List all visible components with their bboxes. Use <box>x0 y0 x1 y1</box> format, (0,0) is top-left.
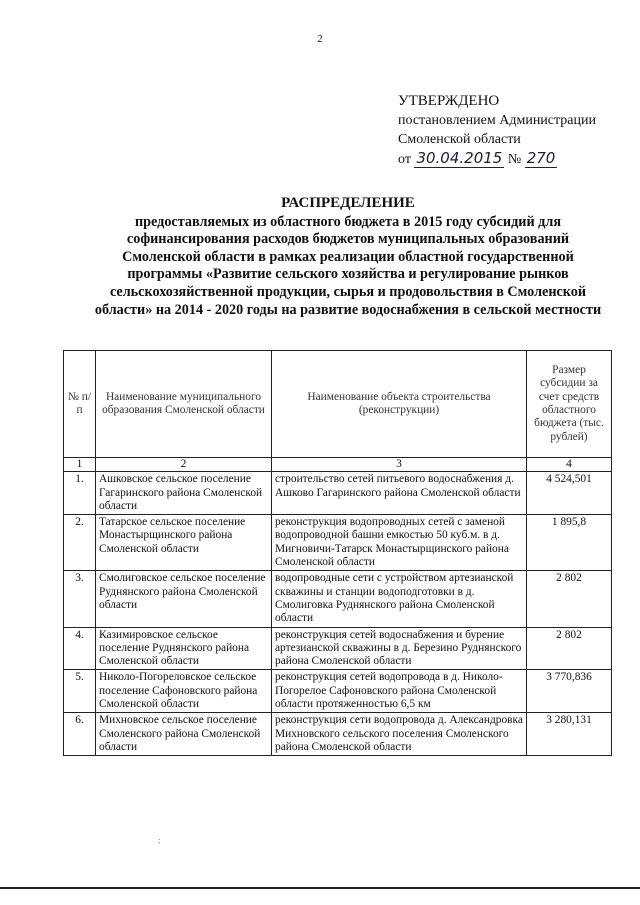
row-municipality: Татарское сельское поселение Монастырщинского района Смоленской области <box>96 515 272 571</box>
handwritten-number: 270 <box>526 149 556 167</box>
page-number: 2 <box>317 33 323 45</box>
number-prefix: № <box>507 152 522 167</box>
column-number: 4 <box>527 458 612 472</box>
row-municipality: Ашковское сельское поселение Гагаринского района Смоленской области <box>96 472 272 515</box>
approval-line-1: постановлением Администрации <box>398 113 596 128</box>
row-amount: 3 280,131 <box>527 713 612 756</box>
table-row <box>64 472 612 515</box>
row-object: реконструкция сетей водоснабжения и бурение артезианской скважины в д. Березино Руднянского района Смоленской области <box>272 627 527 670</box>
row-municipality: Николо-Погореловское сельское поселение Сафоновского района Смоленской области <box>96 670 272 713</box>
handwritten-date: 30.04.2015 <box>416 149 503 167</box>
table-row <box>64 571 612 627</box>
approval-title: УТВЕРЖДЕНО <box>398 93 500 109</box>
approval-block <box>398 92 634 169</box>
table-header-row <box>64 351 612 458</box>
row-amount: 2 802 <box>527 571 612 627</box>
row-amount: 4 524,501 <box>527 472 612 515</box>
row-municipality: Смолиговское сельское поселение Руднянского района Смоленской области <box>96 571 272 627</box>
header-num: № п/п <box>64 351 96 458</box>
title-line-6: области» на 2014 - 2020 годы на развитие водоснабжения в сельской местности <box>94 301 602 318</box>
title-line-5: сельскохозяйственной продукции, сырья и продовольствия в Смоленской <box>109 283 587 300</box>
scan-mark: ; <box>158 836 161 845</box>
row-amount: 1 895,8 <box>527 515 612 571</box>
row-object: водопроводные сети с устройством артезианской скважины и станции водоподготовки в д. Смолиговка Руднянского района Смоленской области <box>272 571 527 627</box>
row-object: реконструкция водопроводных сетей с заменой водопроводной башни емкостью 50 куб.м. в д. Мигновичи-Татарск Монастырщинского района Смоленской области <box>272 515 527 571</box>
row-num: 6. <box>64 713 96 756</box>
approval-date-line <box>398 149 634 169</box>
distribution-table <box>63 350 612 756</box>
row-num: 2. <box>64 515 96 571</box>
row-num: 1. <box>64 472 96 515</box>
row-num: 4. <box>64 627 96 670</box>
header-object: Наименование объекта строительства (реконструкции) <box>272 351 527 458</box>
document-title <box>60 195 636 319</box>
column-number: 2 <box>96 458 272 472</box>
row-amount: 3 770,836 <box>527 670 612 713</box>
page-bottom-rule <box>0 887 640 889</box>
row-num: 3. <box>64 571 96 627</box>
column-numbers-row <box>64 458 612 472</box>
row-municipality: Казимировское сельское поселение Руднянского района Смоленской области <box>96 627 272 670</box>
row-object: реконструкция сетей водопровода в д. Николо-Погорелое Сафоновского района Смоленской области протяженностью 6,5 км <box>272 670 527 713</box>
title-line-4: программы «Развитие сельского хозяйства и регулирование рынков <box>127 266 569 283</box>
table-row <box>64 515 612 571</box>
row-municipality: Михновское сельское поселение Смоленского района Смоленской области <box>96 713 272 756</box>
row-amount: 2 802 <box>527 627 612 670</box>
distribution-table-wrapper <box>63 350 611 756</box>
header-amount: Размер субсидии за счет средств областного бюджета (тыс. рублей) <box>527 351 612 458</box>
row-num: 5. <box>64 670 96 713</box>
title-line-2: софинансирования расходов бюджетов муниципальных образований <box>126 231 570 248</box>
header-municipality: Наименование муниципального образования Смоленской области <box>96 351 272 458</box>
row-object: строительство сетей питьевого водоснабжения д. Ашково Гагаринского района Смоленской области <box>272 472 527 515</box>
title-main: РАСПРЕДЕЛЕНИЕ <box>281 195 415 211</box>
table-row <box>64 627 612 670</box>
approval-line-2: Смоленской области <box>398 132 521 147</box>
date-prefix: от <box>398 152 411 167</box>
column-number: 1 <box>64 458 96 472</box>
table-row <box>64 670 612 713</box>
title-line-1: предоставляемых из областного бюджета в 2015 году субсидий для <box>134 213 561 230</box>
row-object: реконструкция сети водопровода д. Александровка Михновского сельского поселения Смоленского района Смоленской области <box>272 713 527 756</box>
table-row <box>64 713 612 756</box>
title-line-3: Смоленской области в рамках реализации областной государственной <box>122 248 574 265</box>
column-number: 3 <box>272 458 527 472</box>
